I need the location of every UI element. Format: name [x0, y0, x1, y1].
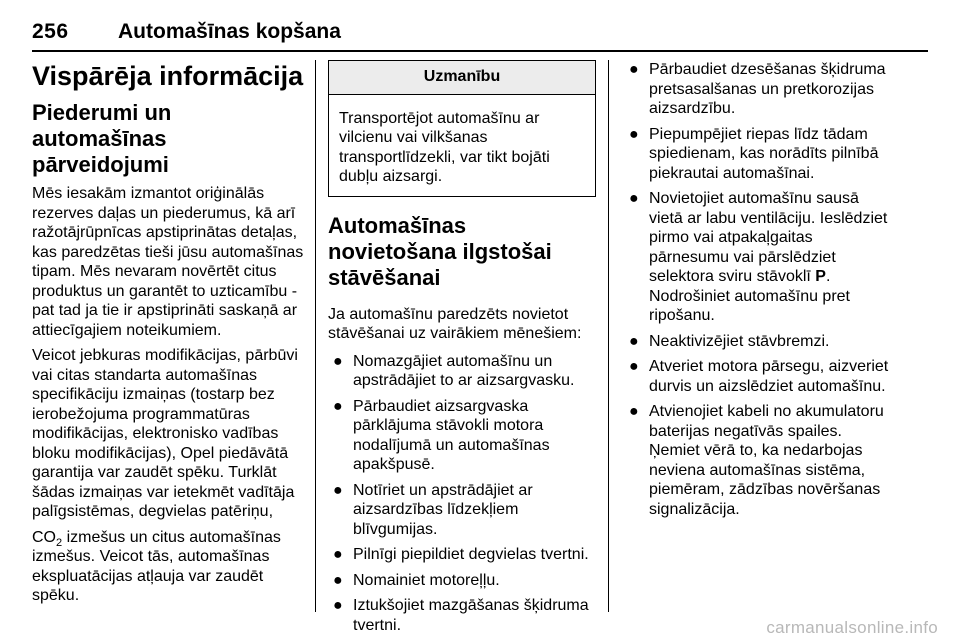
list-item-text: Novietojiet automašīnu sausā vietā ar labu ventilāciju. Ieslēdziet pirmo vai atpakaļgaitas pārnesumu vai pārslēdziet selektora sviru stāvoklī [649, 190, 888, 285]
co-text: CO [32, 528, 56, 546]
bullet-icon: ● [333, 546, 343, 563]
list-item [328, 596, 596, 635]
gear-position-p: P [815, 268, 826, 285]
list-item [328, 481, 596, 540]
running-title: Automašīnas kopšana [118, 20, 341, 43]
list-item [328, 545, 596, 565]
list-item-text: Nomainiet motoreļļu. [353, 571, 500, 589]
warning-text: Transportējot automašīnu ar vilcienu vai vilkšanas transportlīdzekli, var tikt bojāti dubļu aizsargi. [339, 109, 550, 185]
bullet-icon: ● [629, 125, 639, 143]
warning-title: Uzmanību [329, 61, 595, 95]
subheading-accessories: Piederumi un automašīnas pārveidojumi [32, 100, 172, 177]
list-item-text: Pārbaudiet aizsargvaska pārklājuma stāvokli motora nodalījumā un automašīnas apakšpusē. [353, 397, 550, 473]
storage-heading: Automašīnas novietošana ilgstošai stāvēšanai [328, 212, 552, 290]
bullet-icon: ● [629, 61, 639, 78]
list-item-text: Notīriet un apstrādājiet ar aizsardzības līdzekļiem blīvgumijas. [353, 481, 533, 538]
list-item-text: Pārbaudiet dzesēšanas šķidruma pretsasalšanas un pretkorozijas aizsardzību. [649, 61, 886, 117]
bullet-icon: ● [333, 597, 343, 614]
bullet-icon: ● [333, 571, 343, 589]
column-1 [32, 60, 307, 612]
list-item-text: Atveriet motora pārsegu, aizveriet durvis un aizslēdziet automašīnu. [649, 358, 889, 395]
bullet-icon: ● [629, 403, 639, 420]
bullet-icon: ● [333, 481, 343, 499]
emissions-text: izmešus un citus automašīnas izmešus. Veicot tās, automašīnas ekspluatācijas atļauja var zaudēt spēku. [32, 528, 281, 604]
list-item-text: Nomazgājiet automašīnu un apstrādājiet to ar aizsargvasku. [353, 352, 575, 389]
list-item [328, 352, 596, 391]
bullet-icon: ● [333, 352, 343, 370]
bullet-icon: ● [629, 358, 639, 375]
list-item-text: Atvienojiet kabeli no akumulatoru baterijas negatīvās spailes. Ņemiet vērā to, ka nedarbojas neviena automašīnas sistēma, piemēram, zādzības novēršanas signalizācija. [649, 403, 884, 518]
list-item [624, 60, 894, 119]
list-item-text: Neaktivizējiet stāvbremzi. [649, 332, 830, 350]
page-header [32, 0, 928, 52]
list-item-text: Iztukšojiet mazgāšanas šķidruma tvertni. [353, 597, 589, 634]
paragraph-parts: Mēs iesakām izmantot oriģinālās rezerves daļas un piederumus, kā arī ražotājrūpnīcas apstiprinātas detaļas, kas paredzētas tieši jūsu automašīnas tipam. Mēs nevaram novērtēt citus produktus un garantēt to uzticamību - pat tad ja tie ir apstiprināti saskaņā ar attiecīgajiem noteikumiem. [32, 185, 304, 339]
list-item-text-end: . Nodrošiniet automašīnu pret ripošanu. [649, 268, 850, 324]
storage-list [328, 352, 596, 636]
page-number: 256 [32, 20, 69, 43]
list-item [624, 402, 894, 519]
list-item [624, 357, 894, 396]
column-divider-1 [315, 60, 316, 612]
section-title: Vispārēja informācija [32, 61, 304, 91]
column-3 [624, 60, 894, 525]
paragraph-emissions [32, 528, 307, 606]
bullet-icon: ● [333, 397, 343, 415]
list-item [328, 397, 596, 475]
warning-box [328, 60, 596, 197]
list-item [624, 125, 894, 184]
list-item [624, 332, 894, 352]
column-2 [328, 60, 596, 641]
list-item [328, 571, 596, 591]
paragraph-modifications: Veicot jebkuras modifikācijas, pārbūvi vai citas standarta automašīnas specifikāciju izmaiņas (tostarp bez ierobežojuma programmatūras modifikācijas, elektronisko vadības bloku modifikācijas), Opel piedāvātā garantija var zaudēt spēku. Turklāt šādas izmaiņas var ietekmēt vadītāja palīgsistēmas, degvielas patēriņu, [32, 347, 298, 520]
bullet-icon: ● [629, 190, 639, 207]
list-item-text: Piepumpējiet riepas līdz tādam spiedienam, kas norādīts pilnībā piekrautai automašīnai. [649, 125, 879, 182]
co2-subscript: 2 [56, 536, 63, 549]
watermark: carmanualsonline.info [766, 618, 938, 637]
storage-intro: Ja automašīnu paredzēts novietot stāvēšanai uz vairākiem mēnešiem: [328, 305, 582, 342]
column-divider-2 [608, 60, 609, 612]
storage-list-continued [624, 60, 894, 519]
list-item [624, 189, 894, 326]
bullet-icon: ● [629, 332, 639, 350]
list-item-text: Pilnīgi piepildiet degvielas tvertni. [353, 546, 589, 563]
